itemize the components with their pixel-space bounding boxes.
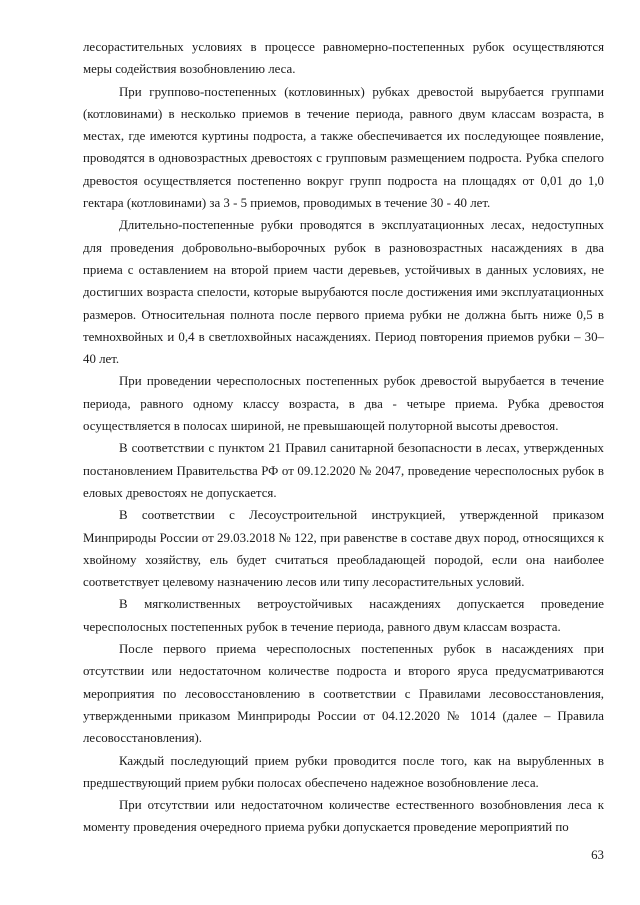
paragraph: При группово-постепенных (котловинных) рубках древостой вырубается группами (котловинами) в несколько приемов в течение периода, равного двум классам возраста, в местах, где имеются куртины подроста, а также обеспечивается их последующее появление, проводятся в одновозрастных древостоях с групповым размещением подроста. Рубка спелого древостоя осуществляется постепенно вокруг групп подроста на площадях от 0,01 до 1,0 гектара (котловинами) за 3 - 5 приемов, проводимых в течение 30 - 40 лет.: [83, 84, 604, 211]
paragraph: При проведении чересполосных постепенных рубок древостой вырубается в течение периода, равного одному классу возраста, в два - четыре приема. Рубка древостоя осуществляется в полосах шириной, не превышающей полуторной высоты древостоя.: [83, 374, 604, 434]
paragraph: В мягколиственных ветроустойчивых насаждениях допускается проведение чересполосных постепенных рубок в течение периода, равного двум классам возраста.: [83, 597, 604, 634]
paragraph: При отсутствии или недостаточном количестве естественного возобновления леса к моменту проведения очередного приема рубки допускается проведение мероприятий по: [83, 798, 604, 835]
page-number: 63: [591, 848, 604, 862]
paragraph: После первого приема чересполосных постепенных рубок в насаждениях при отсутствии или недостаточном количестве подроста и второго яруса предусматриваются мероприятия по лесовосстановлению в соответствии с Правилами лесовосстановления, утвержденными приказом Минприроды России от 04.12.2020 № 1014 (далее – Правила лесовосстановления).: [83, 642, 604, 746]
body-text: [83, 36, 604, 839]
paragraph: В соответствии с Лесоустроительной инструкцией, утвержденной приказом Минприроды России от 29.03.2018 № 122, при равенстве в составе двух пород, относящихся к хвойному хозяйству, ель будет считаться преобладающей породой, если она наиболее соответствует целевому назначению лесов или типу лесорастительных условий.: [83, 508, 604, 590]
paragraph: лесорастительных условиях в процессе равномерно-постепенных рубок осуществляются меры содействия возобновлению леса.: [83, 40, 604, 77]
paragraph: В соответствии с пунктом 21 Правил санитарной безопасности в лесах, утвержденных постановлением Правительства РФ от 09.12.2020 № 2047, проведение чересполосных рубок в еловых древостоях не допускается.: [83, 441, 604, 500]
paragraph: Длительно-постепенные рубки проводятся в эксплуатационных лесах, недоступных для проведения добровольно-выборочных рубок в разновозрастных насаждениях в два приема с оставлением на второй прием части деревьев, устойчивых в данных условиях, не достигших возраста спелости, которые вырубаются после достижения ими эксплуатационных размеров. Относительная полнота после первого приема рубки не должна быть ниже 0,5 в темнохвойных и 0,4 в светлохвойных насаждениях. Период повторения приемов рубки – 30–40 лет.: [83, 218, 604, 367]
paragraph: Каждый последующий прием рубки проводится после того, как на вырубленных в предшествующий прием рубки полосах обеспечено надежное возобновление леса.: [83, 753, 604, 790]
